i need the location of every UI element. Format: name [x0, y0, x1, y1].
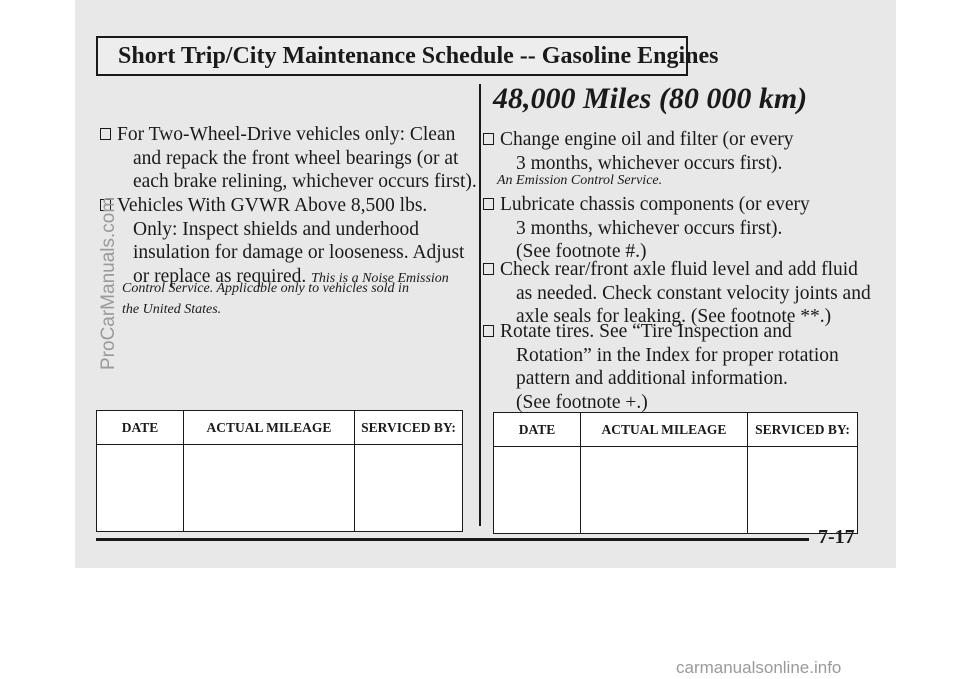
- date-header: DATE: [494, 413, 581, 447]
- mileage-cell[interactable]: [184, 445, 355, 532]
- footer-rule: [96, 538, 809, 541]
- service-record-table-right: [493, 412, 858, 534]
- item-line: Vehicles With GVWR Above 8,500 lbs.: [117, 195, 428, 216]
- watermark-text: ProCarManuals.com: [98, 196, 119, 370]
- date-cell[interactable]: [97, 445, 184, 532]
- emission-control-note: An Emission Control Service.: [497, 173, 663, 188]
- item-line: Rotate tires. See “Tire Inspection and: [500, 321, 792, 342]
- date-cell[interactable]: [494, 447, 581, 534]
- item-line: Only: Inspect shields and underhood: [133, 218, 419, 240]
- column-divider: [479, 84, 481, 526]
- checkbox[interactable]: [483, 263, 494, 275]
- serviced-by-header: SERVICED BY:: [748, 413, 858, 447]
- item-line: 3 months, whichever occurs first).: [516, 152, 783, 174]
- item-line: axle seals for leaking. (See footnote **.): [516, 306, 832, 327]
- item-line: (See footnote +.): [516, 391, 648, 413]
- item-line: pattern and additional information.: [516, 368, 788, 389]
- mileage-cell[interactable]: [581, 447, 748, 534]
- mileage-header: ACTUAL MILEAGE: [581, 413, 748, 447]
- title-box: [96, 36, 719, 76]
- serviced-by-cell[interactable]: [355, 445, 463, 532]
- item-line: Check rear/front axle fluid level and add fluid: [500, 259, 858, 280]
- item-line: as needed. Check constant velocity joints and: [516, 282, 871, 304]
- mileage-header: ACTUAL MILEAGE: [184, 411, 355, 445]
- item-line: Change engine oil and filter (or every: [500, 129, 794, 150]
- item-line: each brake relining, whichever occurs first).: [133, 171, 477, 192]
- noise-emission-note-line: the United States.: [122, 302, 222, 317]
- serviced-by-header: SERVICED BY:: [355, 411, 463, 445]
- noise-emission-note-line: Control Service. Applicable only to vehicles sold in: [122, 281, 409, 296]
- serviced-by-cell[interactable]: [748, 447, 858, 534]
- item-line: Lubricate chassis components (or every: [500, 194, 810, 215]
- item-line: and repack the front wheel bearings (or at: [133, 147, 459, 169]
- checkbox[interactable]: [483, 325, 494, 337]
- page-title: Short Trip/City Maintenance Schedule -- Gasoline Engines: [118, 43, 719, 69]
- checkbox[interactable]: [483, 133, 494, 145]
- date-header: DATE: [97, 411, 184, 445]
- service-record-table-left: [96, 410, 463, 532]
- noise-emission-note: This is a Noise Emission: [311, 270, 449, 286]
- page-number: 7-17: [818, 526, 855, 548]
- item-line: or replace as required.: [133, 265, 307, 287]
- interval-heading: 48,000 Miles (80 000 km): [493, 82, 808, 115]
- checkbox[interactable]: [483, 198, 494, 210]
- item-line: (See footnote #.): [516, 241, 647, 262]
- item-line: insulation for damage or looseness. Adjust: [133, 242, 465, 263]
- site-watermark: carmanualsonline.info: [676, 658, 842, 677]
- checkbox[interactable]: [100, 128, 111, 140]
- item-line: Rotation” in the Index for proper rotation: [516, 344, 839, 366]
- item-line: For Two-Wheel-Drive vehicles only: Clean: [117, 124, 456, 145]
- item-line: 3 months, whichever occurs first).: [516, 217, 783, 239]
